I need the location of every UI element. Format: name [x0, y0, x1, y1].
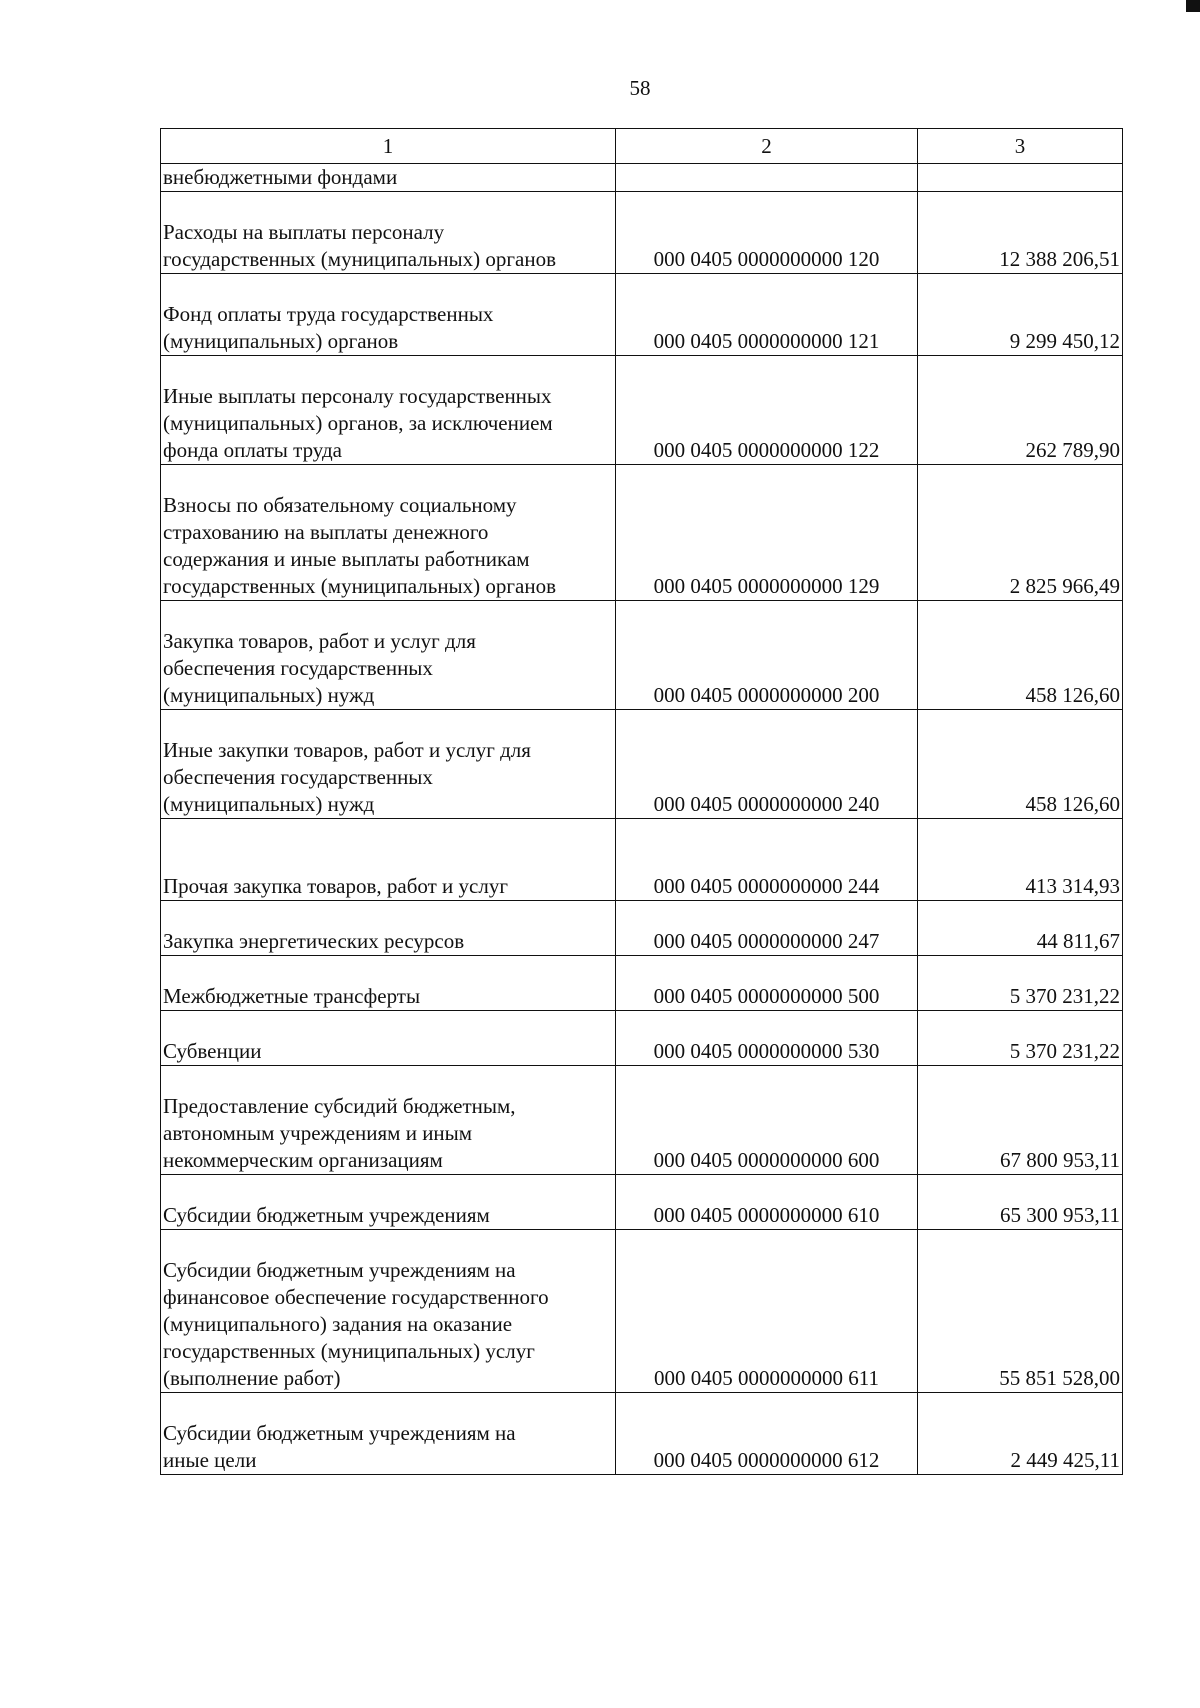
description-line: обеспечения государственных	[163, 656, 433, 680]
scan-edge-mark	[1186, 0, 1200, 12]
description-line: Субсидии бюджетным учреждениям на	[163, 1258, 516, 1282]
description-line: Закупка товаров, работ и услуг для	[163, 629, 476, 653]
description-line: (муниципальных) нужд	[163, 792, 375, 816]
description-line: (муниципального) задания на оказание	[163, 1312, 513, 1336]
row-amount: 2 449 425,11	[918, 1393, 1123, 1475]
row-description	[161, 465, 616, 601]
description-line: государственных (муниципальных) органов	[163, 574, 557, 598]
row-amount	[918, 164, 1123, 192]
description-line: Расходы на выплаты персоналу	[163, 220, 445, 244]
table-body	[161, 164, 1123, 1475]
description-line: Прочая закупка товаров, работ и услуг	[163, 874, 508, 898]
row-amount: 65 300 953,11	[918, 1175, 1123, 1230]
description-line: Субвенции	[163, 1039, 262, 1063]
row-amount: 44 811,67	[918, 901, 1123, 956]
description-line: (муниципальных) нужд	[163, 683, 375, 707]
table-row	[161, 1393, 1123, 1475]
description-line: Взносы по обязательному социальному	[163, 493, 517, 517]
row-amount: 458 126,60	[918, 601, 1123, 710]
row-description	[161, 901, 616, 956]
description-line	[163, 846, 613, 873]
description-line: (муниципальных) органов	[163, 329, 399, 353]
description-line	[163, 819, 613, 846]
row-amount: 262 789,90	[918, 356, 1123, 465]
table-row	[161, 164, 1123, 192]
description-line: Предоставление субсидий бюджетным,	[163, 1094, 516, 1118]
row-description	[161, 164, 616, 192]
row-budget-code: 000 0405 0000000000 240	[616, 710, 918, 819]
description-line	[163, 192, 613, 219]
description-line: страхованию на выплаты денежного	[163, 520, 489, 544]
row-description	[161, 1175, 616, 1230]
table-row	[161, 1011, 1123, 1066]
description-line: (выполнение работ)	[163, 1366, 341, 1390]
description-line	[163, 601, 613, 628]
description-line: финансовое обеспечение государственного	[163, 1285, 549, 1309]
description-line	[163, 1066, 613, 1093]
description-line	[163, 465, 613, 492]
row-budget-code	[616, 164, 918, 192]
table-row	[161, 274, 1123, 356]
row-amount: 9 299 450,12	[918, 274, 1123, 356]
row-description	[161, 1011, 616, 1066]
table-row	[161, 956, 1123, 1011]
header-column-3: 3	[918, 129, 1123, 164]
description-line: Иные закупки товаров, работ и услуг для	[163, 738, 531, 762]
row-amount: 458 126,60	[918, 710, 1123, 819]
description-line: Иные выплаты персоналу государственных	[163, 384, 552, 408]
row-amount: 413 314,93	[918, 819, 1123, 901]
table-row	[161, 601, 1123, 710]
description-line: содержания и иные выплаты работникам	[163, 547, 530, 571]
row-budget-code: 000 0405 0000000000 244	[616, 819, 918, 901]
row-budget-code: 000 0405 0000000000 121	[616, 274, 918, 356]
row-budget-code: 000 0405 0000000000 200	[616, 601, 918, 710]
table-row	[161, 819, 1123, 901]
row-description	[161, 1393, 616, 1475]
description-line: Фонд оплаты труда государственных	[163, 302, 494, 326]
row-description	[161, 819, 616, 901]
row-amount: 67 800 953,11	[918, 1066, 1123, 1175]
budget-table	[160, 128, 1123, 1475]
table-row	[161, 710, 1123, 819]
description-line	[163, 710, 613, 737]
table-row	[161, 1175, 1123, 1230]
description-line	[163, 274, 613, 301]
table-row	[161, 1066, 1123, 1175]
description-line	[163, 1230, 613, 1257]
table-row	[161, 1230, 1123, 1393]
description-line: государственных (муниципальных) органов	[163, 247, 557, 271]
description-line: фонда оплаты труда	[163, 438, 342, 462]
description-line: (муниципальных) органов, за исключением	[163, 411, 553, 435]
description-line	[163, 1393, 613, 1420]
description-line: некоммерческим организациям	[163, 1148, 443, 1172]
description-line	[163, 956, 613, 983]
row-amount: 12 388 206,51	[918, 192, 1123, 274]
description-line: Межбюджетные трансферты	[163, 984, 421, 1008]
row-description	[161, 1066, 616, 1175]
row-budget-code: 000 0405 0000000000 247	[616, 901, 918, 956]
description-line	[163, 1011, 613, 1038]
header-column-1: 1	[161, 129, 616, 164]
description-line: внебюджетными фондами	[163, 165, 398, 189]
row-description	[161, 710, 616, 819]
header-column-2: 2	[616, 129, 918, 164]
description-line	[163, 901, 613, 928]
row-budget-code: 000 0405 0000000000 122	[616, 356, 918, 465]
row-budget-code: 000 0405 0000000000 530	[616, 1011, 918, 1066]
description-line: иные цели	[163, 1448, 257, 1472]
row-description	[161, 1230, 616, 1393]
description-line	[163, 1175, 613, 1202]
row-amount: 5 370 231,22	[918, 956, 1123, 1011]
description-line: Субсидии бюджетным учреждениям	[163, 1203, 490, 1227]
row-budget-code: 000 0405 0000000000 129	[616, 465, 918, 601]
row-budget-code: 000 0405 0000000000 612	[616, 1393, 918, 1475]
row-budget-code: 000 0405 0000000000 610	[616, 1175, 918, 1230]
row-description	[161, 274, 616, 356]
description-line: автономным учреждениям и иным	[163, 1121, 473, 1145]
description-line: обеспечения государственных	[163, 765, 433, 789]
row-budget-code: 000 0405 0000000000 611	[616, 1230, 918, 1393]
description-line	[163, 356, 613, 383]
row-amount: 2 825 966,49	[918, 465, 1123, 601]
row-description	[161, 192, 616, 274]
table-row	[161, 192, 1123, 274]
row-budget-code: 000 0405 0000000000 120	[616, 192, 918, 274]
row-description	[161, 356, 616, 465]
row-budget-code: 000 0405 0000000000 500	[616, 956, 918, 1011]
table-row	[161, 901, 1123, 956]
row-budget-code: 000 0405 0000000000 600	[616, 1066, 918, 1175]
row-description	[161, 601, 616, 710]
page-number: 58	[629, 76, 651, 100]
description-line: Субсидии бюджетным учреждениям на	[163, 1421, 516, 1445]
description-line: Закупка энергетических ресурсов	[163, 929, 465, 953]
table-row	[161, 465, 1123, 601]
row-amount: 5 370 231,22	[918, 1011, 1123, 1066]
description-line: государственных (муниципальных) услуг	[163, 1339, 535, 1363]
row-description	[161, 956, 616, 1011]
row-amount: 55 851 528,00	[918, 1230, 1123, 1393]
table-header-row	[161, 129, 1123, 164]
table-row	[161, 356, 1123, 465]
